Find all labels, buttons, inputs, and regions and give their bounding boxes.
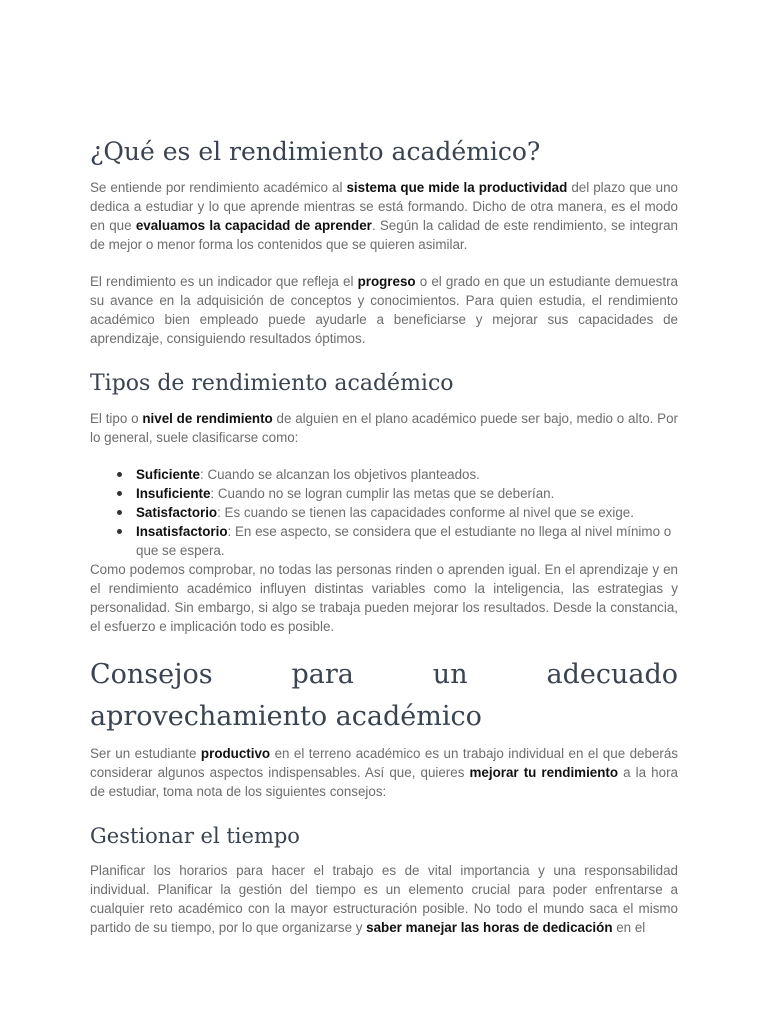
paragraph-variables: Como podemos comprobar, no todas las personas rinden o aprenden igual. En el aprendizaje y en el rendimiento académico influyen distintas variables como la inteligencia, las estrategias y personalidad. Sin embargo, si algo se trabaja pueden mejorar los resultados. Desde la constancia, el esfuerzo e implicación todo es posible. bbox=[90, 562, 678, 634]
list-item bbox=[136, 465, 678, 484]
text-run: en el bbox=[612, 920, 646, 935]
list-item-desc: : Cuando se alcanzan los objetivos planteados. bbox=[200, 467, 480, 482]
list-item-desc: : Cuando no se logran cumplir las metas que se deberían. bbox=[210, 486, 555, 501]
bold-run: mejorar tu rendimiento bbox=[469, 765, 619, 780]
bold-run: productivo bbox=[200, 746, 271, 761]
text-run: del plazo que uno dedica a estudiar y lo que aprende mientras se está formando. Dicho de otra manera, es el modo en que bbox=[90, 180, 678, 233]
heading-rendimiento: ¿Qué es el rendimiento académico? bbox=[90, 137, 541, 166]
list-item-desc: : En ese aspecto, se considera que el estudiante no llega al nivel mínimo o que se espera. bbox=[136, 524, 672, 558]
list-item bbox=[136, 503, 678, 522]
text-run: Se entiende por rendimiento académico al bbox=[90, 180, 347, 195]
text-run: . Según la calidad de este rendimiento, se integran de mejor o menor forma los contenidos que se quieren asimilar. bbox=[90, 218, 678, 252]
bold-run: saber manejar las horas de dedicación bbox=[366, 920, 613, 935]
paragraph-definicion bbox=[90, 178, 678, 254]
text-run: Ser un estudiante bbox=[90, 746, 201, 761]
text-run: de alguien en el plano académico puede ser bajo, medio o alto. Por lo general, suele clasificarse como: bbox=[90, 411, 678, 445]
heading-consejos: Consejos para un adecuado aprovechamiento académico bbox=[90, 659, 678, 732]
list-item-term: Insatisfactorio bbox=[136, 524, 228, 539]
text-run: a la hora de estudiar, toma nota de los siguientes consejos: bbox=[90, 765, 678, 799]
list-item-term: Satisfactorio bbox=[136, 505, 218, 520]
text-run: El rendimiento es un indicador que refleja el bbox=[90, 274, 358, 289]
list-item bbox=[136, 522, 678, 560]
bold-run: evaluamos la capacidad de aprender bbox=[135, 218, 372, 233]
list-item-term: Insuficiente bbox=[136, 486, 211, 501]
types-list bbox=[90, 465, 678, 560]
text-run: El tipo o bbox=[90, 411, 143, 426]
paragraph-tiempo bbox=[90, 861, 678, 937]
paragraph-indicador bbox=[90, 272, 678, 348]
bold-run: sistema que mide la productividad bbox=[346, 180, 568, 195]
heading-tipos: Tipos de rendimiento académico bbox=[90, 371, 454, 396]
list-item bbox=[136, 484, 678, 503]
list-item-term: Suficiente bbox=[136, 467, 200, 482]
bold-run: progreso bbox=[357, 274, 416, 289]
article-body bbox=[90, 132, 678, 955]
text-run: Planificar los horarios para hacer el trabajo es de vital importancia y una responsabilidad individual. Planificar la gestión del tiempo es un elemento crucial para poder enfrentarse a cualquier reto académico con la mayor estructuración posible. No todo el mundo saca el mismo partido de su tiempo, por lo que organizarse y bbox=[90, 863, 678, 935]
paragraph-consejos-intro bbox=[90, 744, 678, 801]
paragraph-tipos-intro bbox=[90, 409, 678, 447]
list-item-desc: : Es cuando se tienen las capacidades conforme al nivel que se exige. bbox=[217, 505, 634, 520]
text-run: en el terreno académico es un trabajo individual en el que deberás considerar algunos aspectos indispensables. Así que, quieres bbox=[90, 746, 678, 780]
bold-run: nivel de rendimiento bbox=[142, 411, 273, 426]
heading-gestionar-tiempo: Gestionar el tiempo bbox=[90, 824, 300, 848]
text-run: o el grado en que un estudiante demuestra su avance en la adquisición de conceptos y conocimientos. Para quien estudia, el rendimiento académico bien empleado puede ayudarle a beneficiarse y mejorar sus capacidades de aprendizaje, consiguiendo resultados óptimos. bbox=[90, 274, 678, 346]
